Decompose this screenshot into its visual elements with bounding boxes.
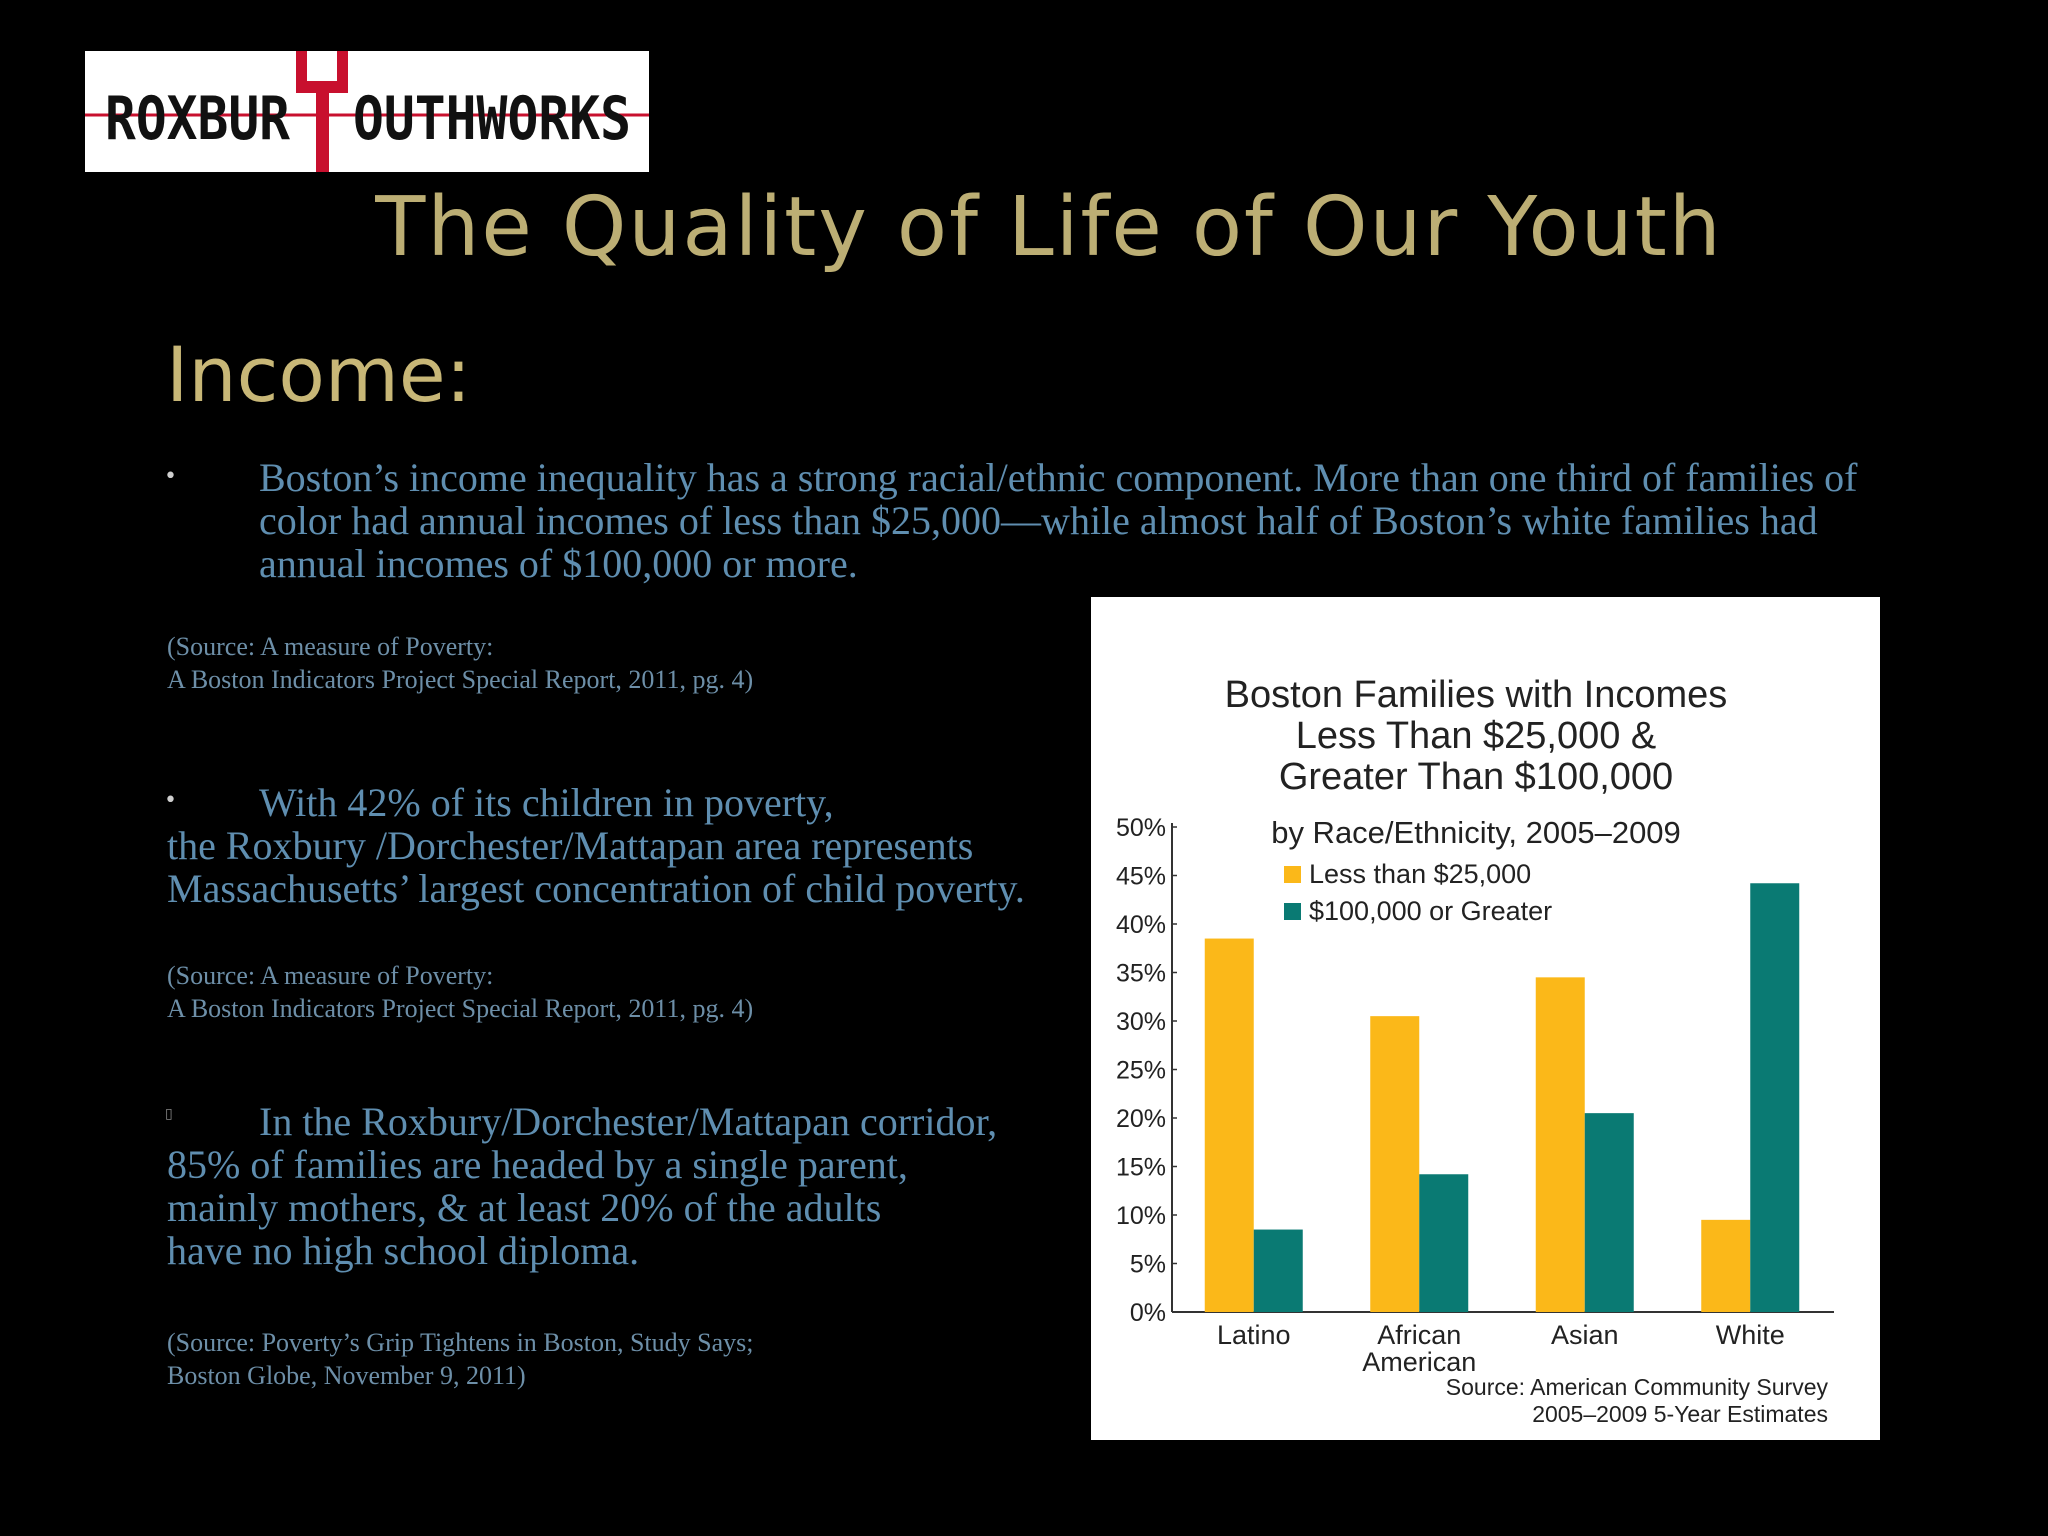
bar-over-100k: [1585, 1113, 1634, 1312]
y-tick-label: 10%: [1115, 1202, 1166, 1230]
bullet-3-line: 85% of families are headed by a single parent,: [167, 1142, 908, 1187]
section-heading: Income:: [166, 330, 472, 419]
income-bar-chart: [1091, 597, 1880, 1440]
bar-under-25k: [1536, 977, 1585, 1312]
bullet-3-line: have no high school diploma.: [167, 1228, 640, 1273]
y-tick-label: 45%: [1115, 862, 1166, 891]
bullet-2-marker: •: [164, 788, 177, 813]
x-category-label: Asian: [1550, 1320, 1619, 1350]
chart-title-line: Greater Than $100,000: [1278, 756, 1674, 798]
chart-title-line: Less Than $25,000 &: [1295, 715, 1657, 757]
bullet-2-line: Massachusetts’ largest concentration of child poverty.: [167, 866, 1025, 911]
x-category-label: American: [1362, 1347, 1477, 1377]
y-tick-label: 40%: [1115, 911, 1166, 939]
bullet-1-text: [259, 456, 1858, 585]
bar-over-100k: [1254, 1230, 1303, 1312]
bullet-1-line: annual incomes of $100,000 or more.: [259, 541, 858, 586]
bullet-1-source: [167, 630, 753, 696]
y-tick-label: 25%: [1115, 1056, 1166, 1085]
bullet-1-line: Boston’s income inequality has a strong racial/ethnic component. More than one third of families of: [259, 455, 1858, 500]
bullet-2-source: [167, 959, 753, 1025]
x-category-label: Latino: [1216, 1320, 1291, 1350]
bar-under-25k: [1205, 939, 1254, 1312]
slide-title: The Quality of Life of Our Youth: [375, 180, 1723, 275]
source-line: Boston Globe, November 9, 2011): [167, 1361, 526, 1390]
source-line: (Source: Poverty’s Grip Tightens in Boston, Study Says;: [167, 1328, 754, 1357]
chart-title-line: Boston Families with Incomes: [1224, 674, 1728, 716]
bullet-1-marker: •: [164, 464, 177, 489]
chart-subtitle: by Race/Ethnicity, 2005–2009: [1271, 815, 1681, 850]
y-tick-label: 20%: [1115, 1105, 1166, 1133]
bullet-2-first-line: With 42% of its children in poverty,: [259, 780, 834, 825]
legend-label: Less than $25,000: [1309, 859, 1532, 889]
y-tick-label: 0%: [1129, 1299, 1166, 1327]
x-category-label: White: [1715, 1320, 1785, 1350]
legend-label: $100,000 or Greater: [1309, 896, 1553, 926]
logo-y-mark: [296, 51, 348, 172]
bullet-3-source: [167, 1326, 754, 1392]
source-line: (Source: A measure of Poverty:: [167, 632, 494, 661]
chart-source-line: Source: American Community Survey: [1445, 1374, 1828, 1400]
logo-text-left: ROXBUR: [105, 84, 291, 154]
y-tick-label: 30%: [1115, 1008, 1166, 1036]
logo-graphic: [85, 51, 649, 172]
y-tick-label: 50%: [1115, 814, 1166, 842]
bullet-3-text: [167, 1143, 908, 1272]
y-tick-label: 5%: [1129, 1250, 1166, 1279]
legend-swatch: [1284, 903, 1301, 920]
x-category-label: African: [1377, 1320, 1462, 1350]
bullet-2-line: the Roxbury /Dorchester/Mattapan area represents: [167, 823, 974, 868]
bar-under-25k: [1701, 1220, 1750, 1312]
roxbury-youthworks-logo: [85, 51, 649, 172]
legend-swatch: [1284, 866, 1301, 883]
bullet-3-line: mainly mothers, & at least 20% of the adults: [167, 1185, 882, 1230]
bar-over-100k: [1750, 883, 1799, 1312]
bar-under-25k: [1370, 1016, 1419, 1312]
bar-over-100k: [1419, 1174, 1468, 1312]
source-line: A Boston Indicators Project Special Report, 2011, pg. 4): [167, 665, 754, 694]
y-tick-label: 35%: [1115, 959, 1166, 988]
income-chart: [1091, 597, 1880, 1440]
chart-source-line: 2005–2009 5-Year Estimates: [1532, 1401, 1828, 1427]
bullet-3-first-line: In the Roxbury/Dorchester/Mattapan corridor,: [259, 1099, 998, 1144]
logo-text-right: OUTHWORKS: [353, 84, 631, 154]
bullet-1-line: color had annual incomes of less than $25,000—while almost half of Boston’s white families had: [259, 498, 1818, 543]
y-tick-label: 15%: [1115, 1153, 1166, 1182]
source-line: (Source: A measure of Poverty:: [167, 961, 494, 990]
bullet-3-marker: ▯: [165, 1106, 173, 1122]
bullet-2-text: [167, 824, 1025, 910]
source-line: A Boston Indicators Project Special Report, 2011, pg. 4): [167, 994, 754, 1023]
